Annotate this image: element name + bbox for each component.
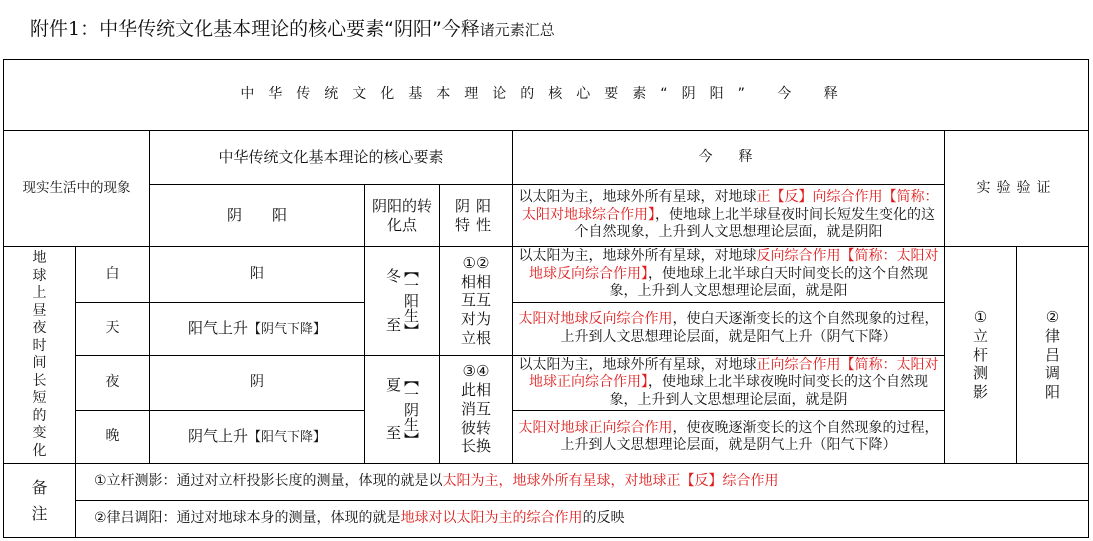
header-explanation <box>513 185 945 247</box>
title-suffix: 诸元素汇总 <box>479 21 555 39</box>
header-interpretation: 今 释 <box>513 131 945 185</box>
document-title <box>30 14 555 41</box>
turn-night-b: 至 <box>385 424 401 443</box>
yinyang-table <box>3 59 1089 538</box>
side-label-earth-daynight: 地 球 上 昼 夜 时 间 长 短 的 变 化 <box>4 247 76 464</box>
header-phenomenon: 现实生活中的现象 <box>4 131 150 247</box>
header-core-elements: 中华传统文化基本理论的核心要素 <box>150 131 513 185</box>
turn-point-summer-solstice <box>365 355 440 464</box>
night-char-1: 夜 <box>76 355 150 411</box>
note-2: ②律吕调阳：通过对地球本身的测量，体现的就是地球对以太阳为主的综合作用的反映 <box>76 501 1089 538</box>
night-yin-rise: 阴气上升【阳气下降】 <box>150 411 365 464</box>
night-char-2: 晚 <box>76 411 150 464</box>
turn-day-a: 冬 <box>385 267 401 285</box>
title-main: 中华传统文化基本理论的核心要素“阴阳”今释 <box>99 18 480 40</box>
nature-day: ①② 相相 互互 对为 立根 <box>440 247 513 356</box>
header-expl-part1: 以太阳为主，地球外所有星球，对地球 <box>518 189 757 206</box>
verification-pole-shadow: ① 立 杆 测 影 <box>945 247 1017 464</box>
day-char-1: 白 <box>76 247 150 303</box>
explanation-day-1: 以太阳为主，地球外所有星球，对地球反向综合作用【简称：太阳对地球反向综合作用】，使地球上北半球白天时间变长的这个自然现象，上升到人文思想理论层面，就是阳 <box>513 247 945 303</box>
header-nature: 阴阳特性 <box>440 185 513 247</box>
header-verification: 实验验证 <box>945 131 1089 247</box>
day-yang: 阳 <box>150 247 365 303</box>
night-yin: 阴 <box>150 355 365 411</box>
explanation-day-2: 太阳对地球反向综合作用，使白天逐渐变长的这个自然现象的过程，上升到人文思想理论层面，就是阳气上升（阴气下降） <box>513 302 945 355</box>
turn-night-a: 夏 <box>385 375 401 394</box>
turn-day-bracket: 【一阳生】 <box>402 263 420 339</box>
turn-day-b: 至 <box>385 315 401 334</box>
header-expl-part2: ，使地球上北半球昼夜时间长短发生变化的这个自然现象，上升到人文思想理论层面，就是阴阳 <box>574 206 935 241</box>
title-prefix: 附件1： <box>30 18 100 40</box>
header-expl-red: 正【反】向综合作用【简称：太阳对地球综合作用】 <box>522 189 939 223</box>
verification-pitch-pipes: ② 律 吕 调 阳 <box>1017 247 1089 464</box>
header-turning-point: 阴阳的转化点 <box>365 185 440 247</box>
day-char-2: 天 <box>76 302 150 355</box>
turn-point-winter-solstice <box>365 247 440 356</box>
header-yin-yang: 阴 阳 <box>150 185 365 247</box>
day-yang-rise: 阳气上升【阴气下降】 <box>150 302 365 355</box>
turn-night-bracket: 【一阴生】 <box>402 371 420 447</box>
table-title: 中华传统文化基本理论的核心要素“阴阳” 今 释 <box>4 60 1089 131</box>
explanation-night-1: 以太阳为主，地球外所有星球，对地球正向综合作用【简称：太阳对地球正向综合作用】，使地球上北半球夜晚时间变长的这个自然现象，上升到人文思想理论层面，就是阴 <box>513 355 945 411</box>
nature-night: ③④ 此相 消互 彼转 长换 <box>440 355 513 464</box>
note-1: ①立杆测影：通过对立杆投影长度的测量，体现的就是以太阳为主，地球外所有星球，对地球正【反】综合作用 <box>76 464 1089 501</box>
explanation-night-2: 太阳对地球正向综合作用，使夜晚逐渐变长的这个自然现象的过程，上升到人文思想理论层面，就是阴气上升（阳气下降） <box>513 411 945 464</box>
notes-label: 备 注 <box>4 464 76 538</box>
